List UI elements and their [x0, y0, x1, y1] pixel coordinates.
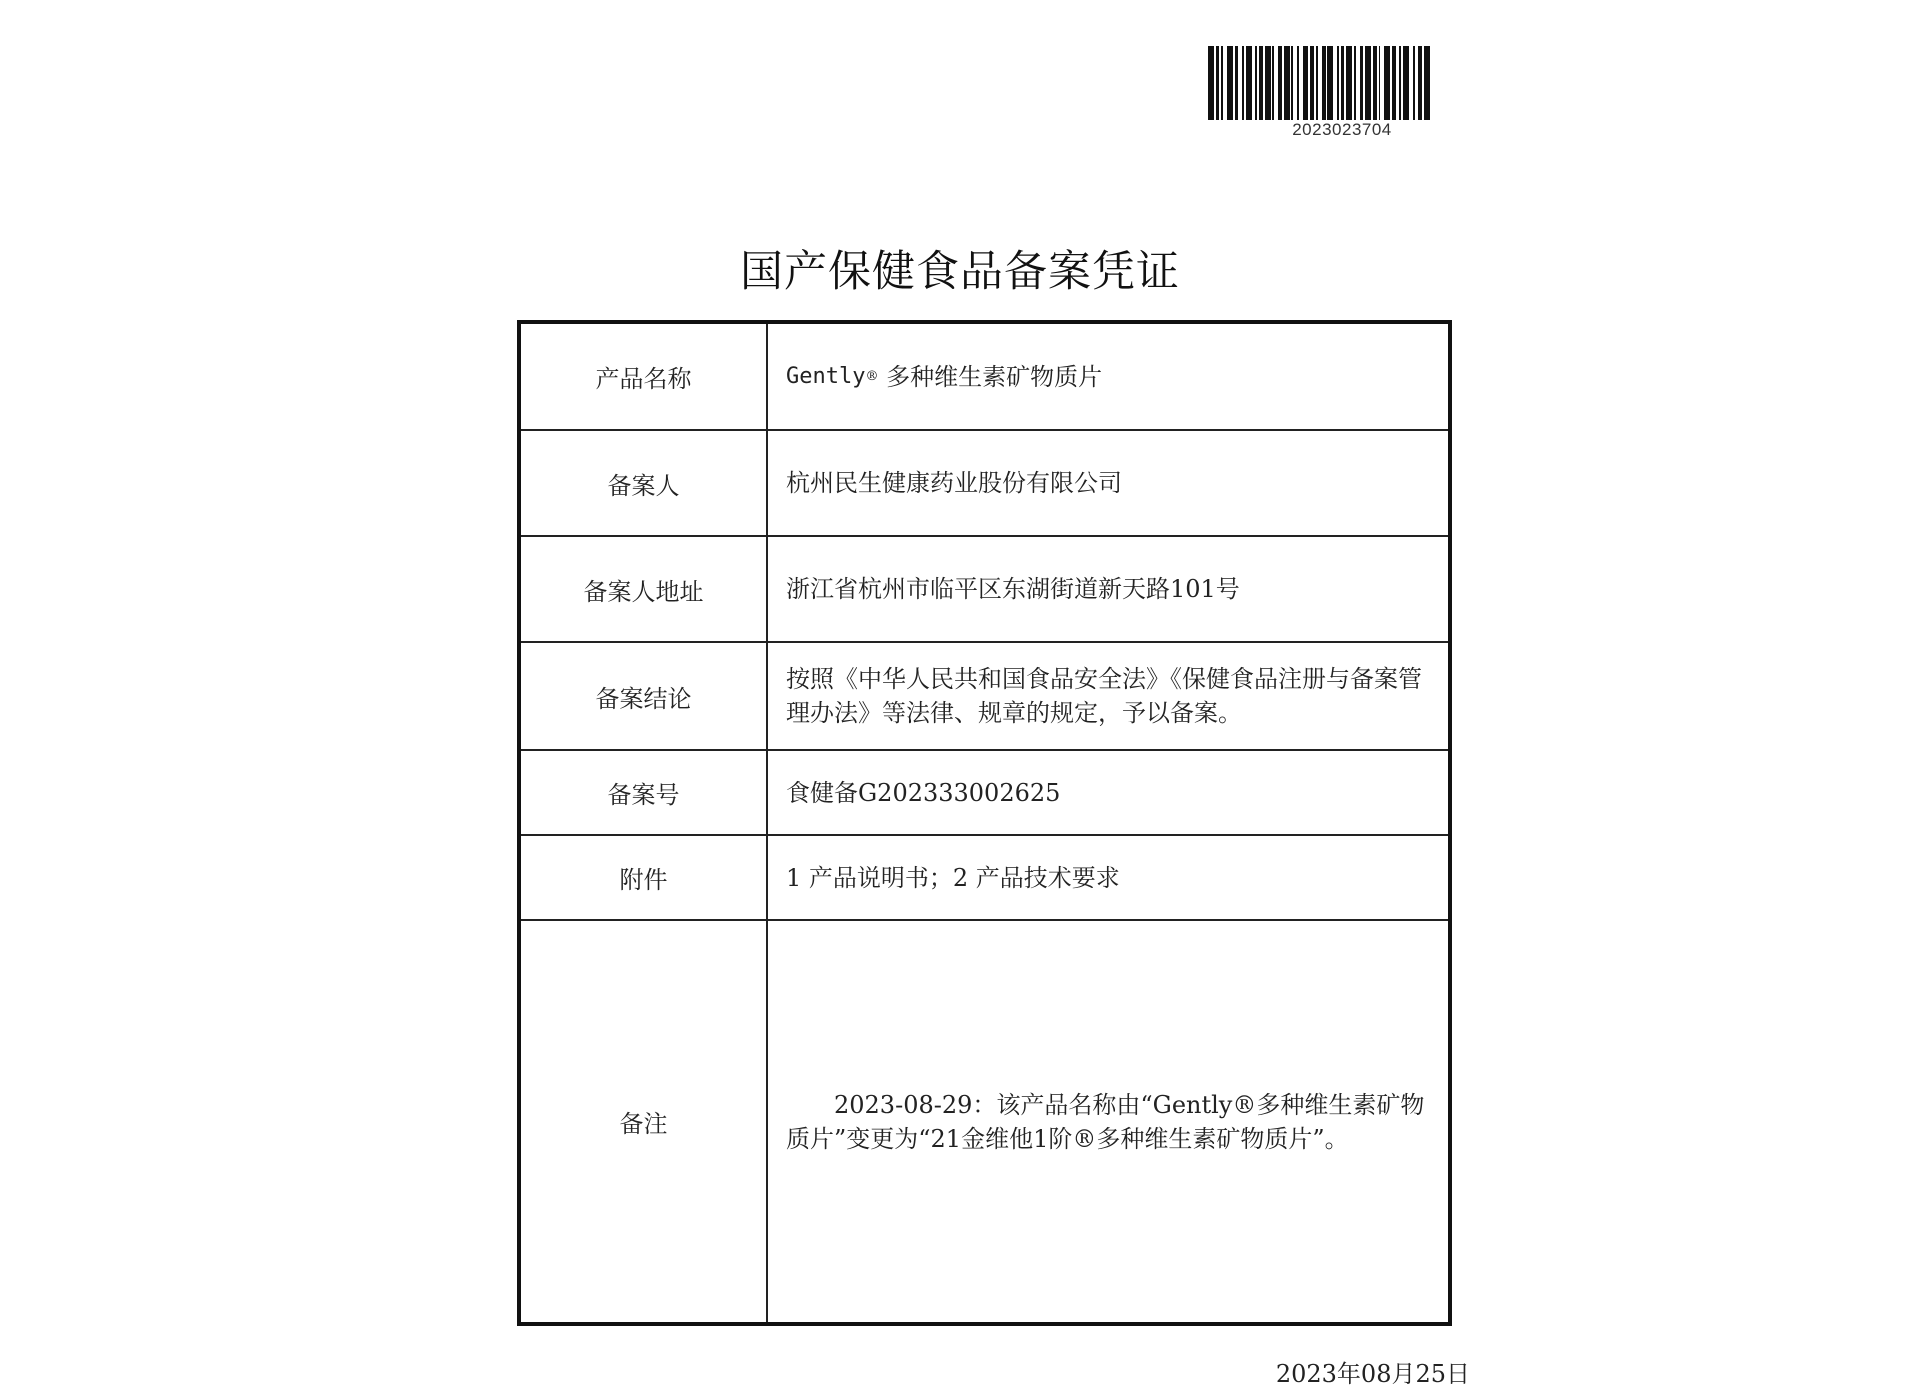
registered-mark: ®	[865, 368, 879, 384]
table-row-attachments	[521, 836, 1448, 921]
row-label: 备案结论	[521, 643, 768, 749]
barcode-bars	[1208, 46, 1476, 120]
product-name-latin: Gently	[786, 363, 866, 389]
row-value: 1 产品说明书；2 产品技术要求	[786, 863, 1120, 892]
row-value	[768, 324, 1448, 429]
row-value: 杭州民生健康药业股份有限公司	[786, 469, 1122, 497]
table-row-filer	[521, 431, 1448, 537]
table-row-conclusion	[521, 643, 1448, 751]
row-value: 浙江省杭州市临平区东湖街道新天路101号	[786, 575, 1240, 603]
remarks-text: 2023-08-29：该产品名称由“Gently®多种维生素矿物质片”变更为“21金维他1阶®多种维生素矿物质片”。	[786, 1090, 1425, 1153]
row-value	[768, 921, 1448, 1322]
row-label: 备注	[521, 921, 768, 1322]
barcode	[1208, 46, 1476, 139]
row-label: 备案人	[521, 431, 768, 535]
product-name-cn: 多种维生素矿物质片	[886, 362, 1103, 391]
row-label: 附件	[521, 836, 768, 919]
row-label: 产品名称	[521, 324, 768, 429]
table-row-address	[521, 537, 1448, 643]
certificate-table	[517, 320, 1452, 1326]
barcode-number: 2023023704	[1292, 120, 1392, 139]
table-row-remarks	[521, 921, 1448, 1322]
table-row-filing-number	[521, 751, 1448, 836]
row-label: 备案号	[521, 751, 768, 834]
issue-date: 2023年08月25日	[1275, 1360, 1470, 1388]
table-row-product-name	[521, 324, 1448, 431]
page-title: 国产保健食品备案凭证	[740, 247, 1180, 297]
barcode-bar	[1430, 46, 1432, 120]
row-value: 按照《中华人民共和国食品安全法》《保健食品注册与备案管理办法》等法律、规章的规定，予以备案。	[786, 665, 1422, 727]
row-label: 备案人地址	[521, 537, 768, 641]
row-value: 食健备G202333002625	[786, 778, 1061, 807]
